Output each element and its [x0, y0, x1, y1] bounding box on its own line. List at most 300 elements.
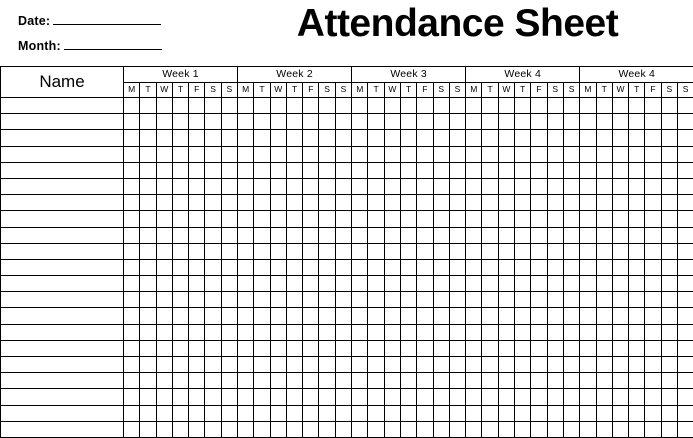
attendance-cell[interactable]	[580, 114, 596, 130]
attendance-cell[interactable]	[449, 324, 465, 340]
attendance-cell[interactable]	[482, 227, 498, 243]
attendance-cell[interactable]	[449, 162, 465, 178]
attendance-cell[interactable]	[498, 195, 514, 211]
attendance-cell[interactable]	[677, 276, 693, 292]
attendance-cell[interactable]	[156, 162, 172, 178]
attendance-cell[interactable]	[677, 146, 693, 162]
attendance-cell[interactable]	[645, 373, 661, 389]
attendance-cell[interactable]	[547, 324, 563, 340]
attendance-cell[interactable]	[221, 405, 237, 421]
attendance-cell[interactable]	[189, 421, 205, 437]
attendance-cell[interactable]	[531, 389, 547, 405]
attendance-cell[interactable]	[238, 421, 254, 437]
attendance-cell[interactable]	[531, 292, 547, 308]
attendance-cell[interactable]	[205, 162, 221, 178]
attendance-cell[interactable]	[515, 373, 531, 389]
attendance-cell[interactable]	[156, 324, 172, 340]
attendance-cell[interactable]	[596, 227, 612, 243]
attendance-cell[interactable]	[156, 130, 172, 146]
name-cell[interactable]	[1, 178, 124, 194]
name-cell[interactable]	[1, 146, 124, 162]
attendance-cell[interactable]	[205, 243, 221, 259]
attendance-cell[interactable]	[221, 195, 237, 211]
attendance-cell[interactable]	[417, 227, 433, 243]
attendance-cell[interactable]	[303, 195, 319, 211]
attendance-cell[interactable]	[531, 421, 547, 437]
attendance-cell[interactable]	[677, 227, 693, 243]
attendance-cell[interactable]	[368, 130, 384, 146]
attendance-cell[interactable]	[661, 114, 677, 130]
attendance-cell[interactable]	[580, 146, 596, 162]
attendance-cell[interactable]	[466, 130, 482, 146]
attendance-cell[interactable]	[172, 308, 188, 324]
attendance-cell[interactable]	[254, 98, 270, 114]
attendance-cell[interactable]	[172, 130, 188, 146]
attendance-cell[interactable]	[303, 276, 319, 292]
attendance-cell[interactable]	[498, 308, 514, 324]
attendance-cell[interactable]	[172, 276, 188, 292]
attendance-cell[interactable]	[319, 243, 335, 259]
attendance-cell[interactable]	[335, 340, 351, 356]
attendance-cell[interactable]	[498, 162, 514, 178]
name-cell[interactable]	[1, 114, 124, 130]
attendance-cell[interactable]	[124, 373, 140, 389]
attendance-cell[interactable]	[384, 324, 400, 340]
attendance-cell[interactable]	[433, 227, 449, 243]
attendance-cell[interactable]	[449, 211, 465, 227]
attendance-cell[interactable]	[286, 227, 302, 243]
attendance-cell[interactable]	[645, 146, 661, 162]
attendance-cell[interactable]	[563, 227, 579, 243]
attendance-cell[interactable]	[482, 292, 498, 308]
attendance-cell[interactable]	[140, 130, 156, 146]
attendance-cell[interactable]	[417, 421, 433, 437]
attendance-cell[interactable]	[612, 340, 628, 356]
attendance-cell[interactable]	[172, 211, 188, 227]
attendance-cell[interactable]	[498, 276, 514, 292]
attendance-cell[interactable]	[433, 243, 449, 259]
attendance-cell[interactable]	[254, 276, 270, 292]
attendance-cell[interactable]	[156, 405, 172, 421]
attendance-cell[interactable]	[515, 130, 531, 146]
attendance-cell[interactable]	[400, 405, 416, 421]
attendance-cell[interactable]	[612, 421, 628, 437]
attendance-cell[interactable]	[270, 114, 286, 130]
attendance-cell[interactable]	[563, 146, 579, 162]
attendance-cell[interactable]	[270, 276, 286, 292]
attendance-cell[interactable]	[205, 340, 221, 356]
attendance-cell[interactable]	[238, 243, 254, 259]
attendance-cell[interactable]	[449, 195, 465, 211]
attendance-cell[interactable]	[645, 421, 661, 437]
attendance-cell[interactable]	[368, 421, 384, 437]
attendance-cell[interactable]	[286, 211, 302, 227]
attendance-cell[interactable]	[352, 308, 368, 324]
attendance-cell[interactable]	[254, 243, 270, 259]
attendance-cell[interactable]	[449, 421, 465, 437]
attendance-cell[interactable]	[384, 308, 400, 324]
attendance-cell[interactable]	[384, 178, 400, 194]
attendance-cell[interactable]	[303, 146, 319, 162]
attendance-cell[interactable]	[221, 211, 237, 227]
attendance-cell[interactable]	[612, 114, 628, 130]
attendance-cell[interactable]	[466, 114, 482, 130]
attendance-cell[interactable]	[466, 259, 482, 275]
attendance-cell[interactable]	[368, 195, 384, 211]
attendance-cell[interactable]	[482, 357, 498, 373]
name-cell[interactable]	[1, 389, 124, 405]
attendance-cell[interactable]	[319, 211, 335, 227]
attendance-cell[interactable]	[547, 308, 563, 324]
attendance-cell[interactable]	[531, 162, 547, 178]
attendance-cell[interactable]	[238, 389, 254, 405]
attendance-cell[interactable]	[661, 405, 677, 421]
attendance-cell[interactable]	[205, 308, 221, 324]
attendance-cell[interactable]	[254, 292, 270, 308]
attendance-cell[interactable]	[189, 324, 205, 340]
attendance-cell[interactable]	[498, 227, 514, 243]
attendance-cell[interactable]	[270, 243, 286, 259]
attendance-cell[interactable]	[384, 373, 400, 389]
attendance-cell[interactable]	[482, 324, 498, 340]
attendance-cell[interactable]	[124, 178, 140, 194]
attendance-cell[interactable]	[303, 130, 319, 146]
date-input-line[interactable]	[53, 12, 161, 25]
attendance-cell[interactable]	[515, 178, 531, 194]
attendance-cell[interactable]	[612, 308, 628, 324]
attendance-cell[interactable]	[254, 259, 270, 275]
attendance-cell[interactable]	[384, 146, 400, 162]
attendance-cell[interactable]	[547, 259, 563, 275]
attendance-cell[interactable]	[124, 292, 140, 308]
attendance-cell[interactable]	[303, 259, 319, 275]
attendance-cell[interactable]	[368, 373, 384, 389]
attendance-cell[interactable]	[629, 324, 645, 340]
attendance-cell[interactable]	[547, 276, 563, 292]
attendance-cell[interactable]	[629, 146, 645, 162]
attendance-cell[interactable]	[286, 98, 302, 114]
attendance-cell[interactable]	[270, 146, 286, 162]
attendance-cell[interactable]	[531, 259, 547, 275]
attendance-cell[interactable]	[612, 292, 628, 308]
attendance-cell[interactable]	[563, 308, 579, 324]
attendance-cell[interactable]	[515, 340, 531, 356]
attendance-cell[interactable]	[515, 421, 531, 437]
attendance-cell[interactable]	[221, 373, 237, 389]
attendance-cell[interactable]	[661, 324, 677, 340]
attendance-cell[interactable]	[205, 292, 221, 308]
attendance-cell[interactable]	[645, 211, 661, 227]
attendance-cell[interactable]	[189, 292, 205, 308]
attendance-cell[interactable]	[221, 130, 237, 146]
attendance-cell[interactable]	[482, 308, 498, 324]
attendance-cell[interactable]	[254, 421, 270, 437]
attendance-cell[interactable]	[466, 162, 482, 178]
attendance-cell[interactable]	[156, 373, 172, 389]
attendance-cell[interactable]	[335, 405, 351, 421]
attendance-cell[interactable]	[156, 98, 172, 114]
attendance-cell[interactable]	[319, 227, 335, 243]
attendance-cell[interactable]	[352, 243, 368, 259]
attendance-cell[interactable]	[335, 357, 351, 373]
attendance-cell[interactable]	[417, 373, 433, 389]
attendance-cell[interactable]	[580, 130, 596, 146]
attendance-cell[interactable]	[645, 340, 661, 356]
attendance-cell[interactable]	[254, 195, 270, 211]
attendance-cell[interactable]	[140, 276, 156, 292]
attendance-cell[interactable]	[563, 98, 579, 114]
attendance-cell[interactable]	[482, 421, 498, 437]
attendance-cell[interactable]	[319, 324, 335, 340]
attendance-cell[interactable]	[368, 146, 384, 162]
attendance-cell[interactable]	[417, 389, 433, 405]
attendance-cell[interactable]	[400, 162, 416, 178]
attendance-cell[interactable]	[482, 98, 498, 114]
attendance-cell[interactable]	[140, 340, 156, 356]
attendance-cell[interactable]	[580, 357, 596, 373]
attendance-cell[interactable]	[140, 98, 156, 114]
attendance-cell[interactable]	[629, 195, 645, 211]
attendance-cell[interactable]	[677, 243, 693, 259]
attendance-cell[interactable]	[124, 162, 140, 178]
attendance-cell[interactable]	[221, 162, 237, 178]
attendance-cell[interactable]	[270, 195, 286, 211]
attendance-cell[interactable]	[205, 130, 221, 146]
attendance-cell[interactable]	[205, 373, 221, 389]
attendance-cell[interactable]	[400, 178, 416, 194]
attendance-cell[interactable]	[482, 114, 498, 130]
attendance-cell[interactable]	[466, 292, 482, 308]
attendance-cell[interactable]	[433, 211, 449, 227]
attendance-cell[interactable]	[645, 276, 661, 292]
attendance-cell[interactable]	[563, 195, 579, 211]
attendance-cell[interactable]	[563, 405, 579, 421]
attendance-cell[interactable]	[335, 114, 351, 130]
attendance-cell[interactable]	[563, 130, 579, 146]
attendance-cell[interactable]	[319, 292, 335, 308]
attendance-cell[interactable]	[335, 162, 351, 178]
attendance-cell[interactable]	[645, 195, 661, 211]
attendance-cell[interactable]	[482, 389, 498, 405]
attendance-cell[interactable]	[433, 308, 449, 324]
attendance-cell[interactable]	[368, 389, 384, 405]
attendance-cell[interactable]	[596, 146, 612, 162]
attendance-cell[interactable]	[352, 195, 368, 211]
attendance-cell[interactable]	[677, 405, 693, 421]
attendance-cell[interactable]	[515, 195, 531, 211]
attendance-cell[interactable]	[498, 389, 514, 405]
attendance-cell[interactable]	[221, 389, 237, 405]
attendance-cell[interactable]	[482, 405, 498, 421]
attendance-cell[interactable]	[172, 227, 188, 243]
attendance-cell[interactable]	[319, 389, 335, 405]
attendance-cell[interactable]	[400, 389, 416, 405]
attendance-cell[interactable]	[596, 405, 612, 421]
attendance-cell[interactable]	[172, 340, 188, 356]
attendance-cell[interactable]	[286, 389, 302, 405]
attendance-cell[interactable]	[449, 259, 465, 275]
name-cell[interactable]	[1, 211, 124, 227]
attendance-cell[interactable]	[140, 259, 156, 275]
attendance-cell[interactable]	[596, 162, 612, 178]
attendance-cell[interactable]	[352, 227, 368, 243]
attendance-cell[interactable]	[254, 146, 270, 162]
attendance-cell[interactable]	[645, 98, 661, 114]
attendance-cell[interactable]	[221, 178, 237, 194]
attendance-cell[interactable]	[189, 357, 205, 373]
attendance-cell[interactable]	[335, 130, 351, 146]
attendance-cell[interactable]	[303, 389, 319, 405]
attendance-cell[interactable]	[352, 98, 368, 114]
attendance-cell[interactable]	[466, 389, 482, 405]
attendance-cell[interactable]	[466, 324, 482, 340]
attendance-cell[interactable]	[596, 98, 612, 114]
attendance-cell[interactable]	[417, 243, 433, 259]
attendance-cell[interactable]	[433, 178, 449, 194]
attendance-cell[interactable]	[319, 373, 335, 389]
attendance-cell[interactable]	[140, 146, 156, 162]
attendance-cell[interactable]	[677, 195, 693, 211]
attendance-cell[interactable]	[417, 357, 433, 373]
attendance-cell[interactable]	[580, 162, 596, 178]
attendance-cell[interactable]	[677, 421, 693, 437]
attendance-cell[interactable]	[335, 389, 351, 405]
attendance-cell[interactable]	[270, 259, 286, 275]
attendance-cell[interactable]	[189, 211, 205, 227]
attendance-cell[interactable]	[335, 259, 351, 275]
attendance-cell[interactable]	[400, 98, 416, 114]
attendance-cell[interactable]	[189, 227, 205, 243]
attendance-cell[interactable]	[596, 357, 612, 373]
attendance-cell[interactable]	[661, 243, 677, 259]
attendance-cell[interactable]	[661, 373, 677, 389]
attendance-cell[interactable]	[286, 195, 302, 211]
attendance-cell[interactable]	[205, 146, 221, 162]
attendance-cell[interactable]	[449, 389, 465, 405]
attendance-cell[interactable]	[547, 373, 563, 389]
attendance-cell[interactable]	[205, 98, 221, 114]
attendance-cell[interactable]	[531, 373, 547, 389]
attendance-cell[interactable]	[384, 162, 400, 178]
attendance-cell[interactable]	[612, 178, 628, 194]
attendance-cell[interactable]	[205, 178, 221, 194]
attendance-cell[interactable]	[254, 357, 270, 373]
attendance-cell[interactable]	[124, 130, 140, 146]
attendance-cell[interactable]	[303, 98, 319, 114]
attendance-cell[interactable]	[238, 98, 254, 114]
attendance-cell[interactable]	[270, 130, 286, 146]
attendance-cell[interactable]	[547, 227, 563, 243]
attendance-cell[interactable]	[384, 98, 400, 114]
attendance-cell[interactable]	[498, 130, 514, 146]
attendance-cell[interactable]	[547, 114, 563, 130]
attendance-cell[interactable]	[286, 162, 302, 178]
attendance-cell[interactable]	[433, 292, 449, 308]
attendance-cell[interactable]	[124, 276, 140, 292]
attendance-cell[interactable]	[254, 211, 270, 227]
attendance-cell[interactable]	[629, 162, 645, 178]
attendance-cell[interactable]	[661, 130, 677, 146]
attendance-cell[interactable]	[531, 98, 547, 114]
attendance-cell[interactable]	[661, 421, 677, 437]
attendance-cell[interactable]	[368, 178, 384, 194]
attendance-cell[interactable]	[563, 389, 579, 405]
attendance-cell[interactable]	[352, 276, 368, 292]
attendance-cell[interactable]	[482, 373, 498, 389]
attendance-cell[interactable]	[629, 421, 645, 437]
attendance-cell[interactable]	[254, 324, 270, 340]
attendance-cell[interactable]	[417, 340, 433, 356]
attendance-cell[interactable]	[352, 178, 368, 194]
attendance-cell[interactable]	[189, 389, 205, 405]
attendance-cell[interactable]	[270, 389, 286, 405]
attendance-cell[interactable]	[515, 162, 531, 178]
attendance-cell[interactable]	[433, 357, 449, 373]
attendance-cell[interactable]	[400, 259, 416, 275]
attendance-cell[interactable]	[238, 227, 254, 243]
attendance-cell[interactable]	[612, 130, 628, 146]
attendance-cell[interactable]	[172, 98, 188, 114]
attendance-cell[interactable]	[612, 227, 628, 243]
attendance-cell[interactable]	[677, 292, 693, 308]
attendance-cell[interactable]	[238, 340, 254, 356]
attendance-cell[interactable]	[400, 340, 416, 356]
attendance-cell[interactable]	[319, 162, 335, 178]
attendance-cell[interactable]	[580, 405, 596, 421]
attendance-cell[interactable]	[563, 243, 579, 259]
attendance-cell[interactable]	[417, 98, 433, 114]
attendance-cell[interactable]	[515, 114, 531, 130]
attendance-cell[interactable]	[352, 114, 368, 130]
attendance-cell[interactable]	[580, 324, 596, 340]
attendance-cell[interactable]	[515, 243, 531, 259]
name-cell[interactable]	[1, 98, 124, 114]
attendance-cell[interactable]	[124, 211, 140, 227]
attendance-cell[interactable]	[580, 211, 596, 227]
attendance-cell[interactable]	[449, 243, 465, 259]
attendance-cell[interactable]	[629, 130, 645, 146]
attendance-cell[interactable]	[140, 308, 156, 324]
attendance-cell[interactable]	[531, 405, 547, 421]
attendance-cell[interactable]	[124, 324, 140, 340]
attendance-cell[interactable]	[498, 243, 514, 259]
name-cell[interactable]	[1, 243, 124, 259]
attendance-cell[interactable]	[124, 259, 140, 275]
attendance-cell[interactable]	[189, 130, 205, 146]
attendance-cell[interactable]	[205, 114, 221, 130]
attendance-cell[interactable]	[319, 130, 335, 146]
attendance-cell[interactable]	[645, 324, 661, 340]
attendance-cell[interactable]	[319, 357, 335, 373]
attendance-cell[interactable]	[254, 178, 270, 194]
attendance-cell[interactable]	[417, 211, 433, 227]
attendance-cell[interactable]	[531, 211, 547, 227]
attendance-cell[interactable]	[563, 276, 579, 292]
attendance-cell[interactable]	[254, 308, 270, 324]
attendance-cell[interactable]	[563, 357, 579, 373]
attendance-cell[interactable]	[270, 324, 286, 340]
attendance-cell[interactable]	[238, 162, 254, 178]
attendance-cell[interactable]	[352, 357, 368, 373]
attendance-cell[interactable]	[352, 162, 368, 178]
attendance-cell[interactable]	[531, 357, 547, 373]
attendance-cell[interactable]	[270, 211, 286, 227]
attendance-cell[interactable]	[580, 421, 596, 437]
attendance-cell[interactable]	[400, 421, 416, 437]
attendance-cell[interactable]	[661, 308, 677, 324]
attendance-cell[interactable]	[433, 389, 449, 405]
attendance-cell[interactable]	[189, 114, 205, 130]
